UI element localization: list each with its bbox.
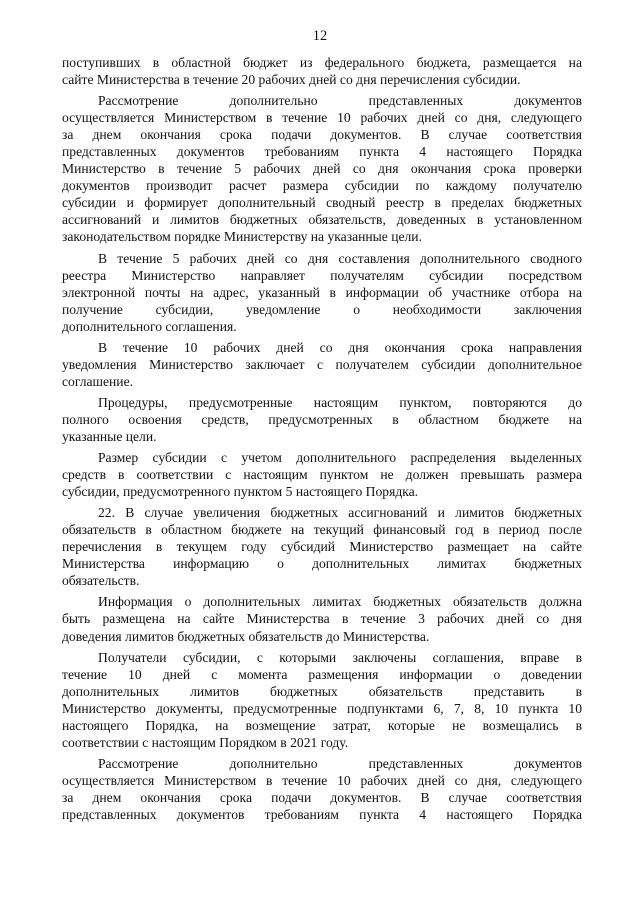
paragraph-line: Министерство в течение 5 рабочих дней со дня окончания срока проверки [62,161,582,177]
paragraph-p6 [62,449,582,500]
paragraph-line: настоящего Порядка, на возмещение затрат, которые не возмещались в [62,717,582,733]
paragraph-line: субсидии и формирует дополнительный сводный реестр в пределах бюджетных [62,195,582,211]
paragraph-line: уведомления Министерство заключает с получателем субсидии дополнительное [62,356,582,372]
paragraph-line: законодательством порядке Министерству на указанные цели. [62,229,422,245]
paragraph-line: обязательств в областном бюджете на текущий финансовый год в период после [62,522,582,538]
paragraph-line: средств в соответствии с настоящим пунктом не должен превышать размера [62,467,582,483]
paragraph-line: Размер субсидии с учетом дополнительного распределения выделенных [98,450,582,466]
paragraph-line: быть размещена на сайте Министерства в течение 3 рабочих дней со дня [62,611,582,627]
paragraph-line: сайте Министерства в течение 20 рабочих дней со дня перечисления субсидии. [62,72,521,88]
paragraph-p1 [62,54,582,88]
paragraph-p8 [62,593,582,644]
paragraph-line: представленных документов требованиям пункта 4 настоящего Порядка [62,144,582,160]
paragraph-p10 [62,755,582,823]
paragraph-line: получение субсидии, уведомление о необходимости заключения [62,301,582,317]
paragraph-line: документов производит расчет размера субсидии по каждому получателю [62,178,582,194]
document-body [62,54,582,823]
paragraph-line: перечисления в текущем году субсидий Министерство размещает на сайте [62,539,582,555]
paragraph-line: представленных документов требованиям пункта 4 настоящего Порядка [62,806,582,822]
paragraph-line: соглашение. [62,373,134,389]
paragraph-line: Процедуры, предусмотренные настоящим пунктом, повторяются до [98,394,582,410]
paragraph-line: Информация о дополнительных лимитах бюджетных обязательств должна [98,594,582,610]
paragraph-line: В течение 5 рабочих дней со дня составления дополнительного сводного [98,250,582,266]
paragraph-p7 [62,504,582,589]
paragraph-line: за днем окончания срока подачи документов. В случае соответствия [62,789,582,805]
paragraph-line: поступивших в областной бюджет из федерального бюджета, размещается на [62,55,582,70]
paragraph-line: Министерство документы, предусмотренные подпунктами 6, 7, 8, 10 пункта 10 [62,700,582,716]
paragraph-p9 [62,649,582,751]
paragraph-line: Министерства информацию о дополнительных лимитах бюджетных [62,556,582,572]
paragraph-line: доведения лимитов бюджетных обязательств до Министерства. [62,628,430,644]
paragraph-line: за днем окончания срока подачи документов. В случае соответствия [62,127,582,143]
paragraph-line: обязательств. [62,573,140,589]
paragraph-line: Рассмотрение дополнительно представленных документов [98,93,582,109]
paragraph-line: осуществляется Министерством в течение 10 рабочих дней со дня, следующего [62,110,582,126]
paragraph-line: Рассмотрение дополнительно представленных документов [98,755,582,771]
paragraph-p2 [62,92,582,245]
paragraph-line: 22. В случае увеличения бюджетных ассигнований и лимитов бюджетных [98,505,582,521]
paragraph-line: реестра Министерство направляет получателям субсидии посредством [62,267,582,283]
paragraph-line: Получатели субсидии, с которыми заключены соглашения, вправе в [98,649,582,665]
paragraph-line: полного освоения средств, предусмотренных в областном бюджете на [62,411,582,427]
paragraph-line: осуществляется Министерством в течение 10 рабочих дней со дня, следующего [62,772,582,788]
paragraph-line: течение 10 дней с момента размещения информации о доведении [62,666,582,682]
page-number: 12 [312,28,328,44]
paragraph-line: соответствии с настоящим Порядком в 2021 году. [62,734,349,750]
paragraph-p4 [62,339,582,390]
paragraph-line: дополнительных лимитов бюджетных обязательств представить в [62,683,582,699]
paragraph-line: субсидии, предусмотренного пунктом 5 настоящего Порядка. [62,484,419,500]
paragraph-line: электронной почты на адрес, указанный в информации об участнике отбора на [62,284,582,300]
paragraph-line: дополнительного соглашения. [62,318,237,334]
paragraph-p3 [62,250,582,335]
paragraph-line: ассигнований и лимитов бюджетных обязательств, доведенных в установленном [62,212,582,228]
paragraph-line: указанные цели. [62,428,157,444]
paragraph-p5 [62,394,582,445]
paragraph-line: В течение 10 рабочих дней со дня окончания срока направления [98,339,582,355]
